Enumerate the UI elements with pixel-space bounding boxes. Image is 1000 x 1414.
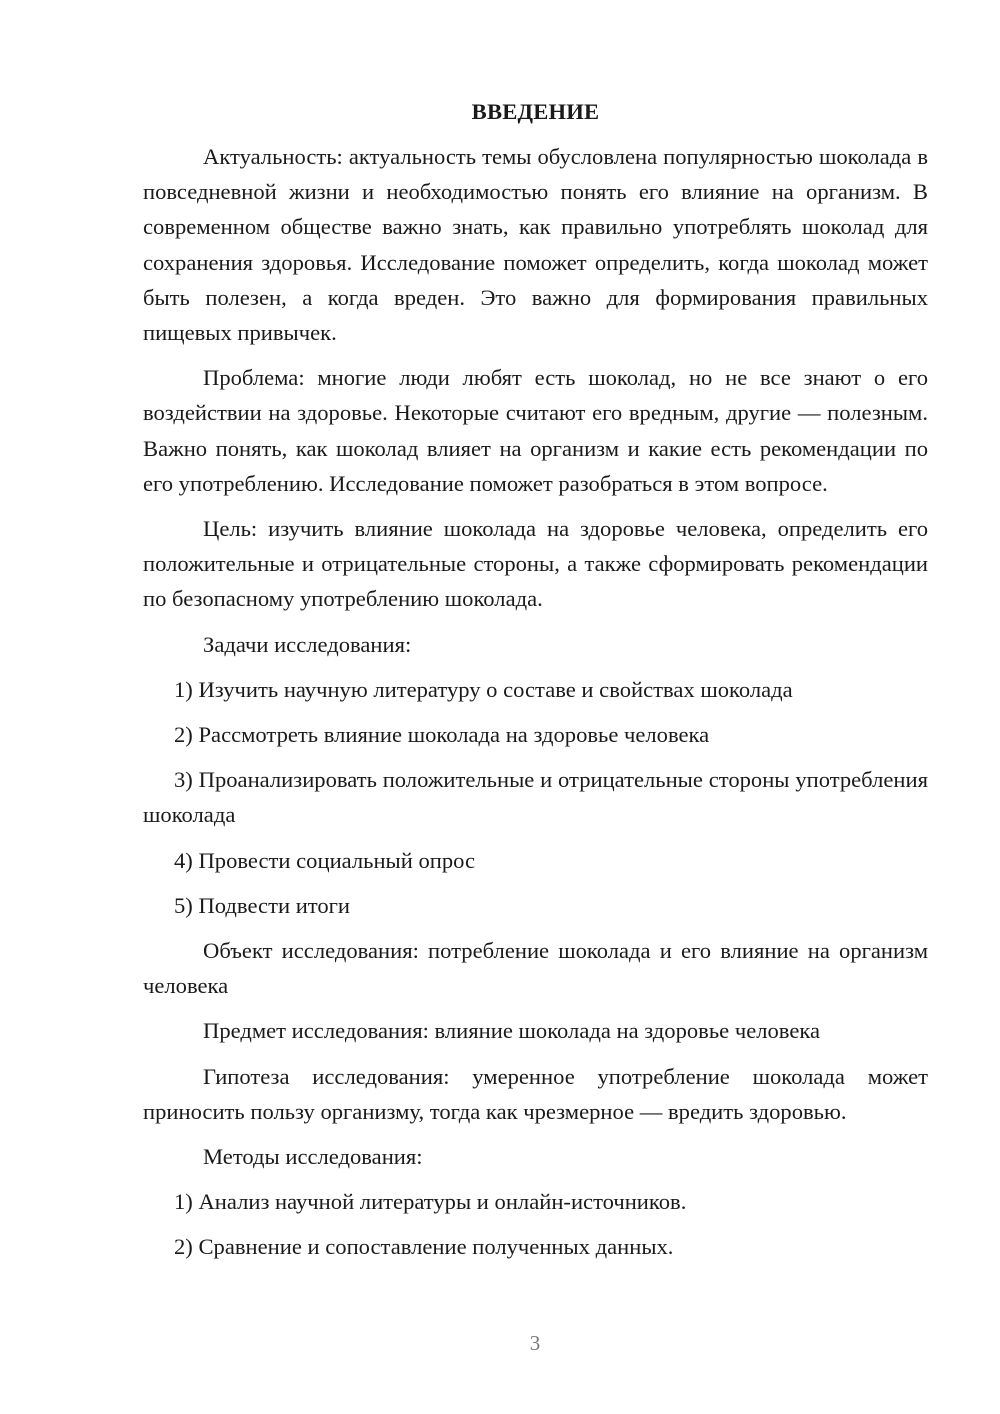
list-item: 2) Рассмотреть влияние шоколада на здоровье человека xyxy=(174,722,710,748)
object-paragraph: Объект исследования: потребление шоколада и его влияние на организм человека xyxy=(143,938,928,999)
goal-paragraph: Цель: изучить влияние шоколада на здоровье человека, определить его положительные и отрицательные стороны, а также сформировать рекомендации по безопасному употреблению шоколада. xyxy=(143,516,928,612)
methods-heading: Методы исследования: xyxy=(203,1144,423,1170)
problem-paragraph: Проблема: многие люди любят есть шоколад, но не все знают о его воздействии на здоровье. Некоторые считают его вредным, другие — полезным. Важно понять, как шоколад влияет на организм и какие есть рекомендации по его употреблению. Исследование поможет разобраться в этом вопросе. xyxy=(143,365,928,496)
list-item: 5) Подвести итоги xyxy=(174,892,351,918)
section-title: ВВЕДЕНИЕ xyxy=(471,99,600,124)
subject-paragraph: Предмет исследования: влияние шоколада на здоровье человека xyxy=(203,1018,821,1044)
tasks-heading: Задачи исследования: xyxy=(203,631,412,657)
page-number: 3 xyxy=(529,1331,541,1355)
list-item: 2) Сравнение и сопоставление полученных данных. xyxy=(174,1234,674,1260)
relevance-paragraph: Актуальность: актуальность темы обусловлена популярностью шоколада в повседневной жизни и необходимостью понять его влияние на организм. В современном обществе важно знать, как правильно употреблять шоколад для сохранения здоровья. Исследование поможет определить, когда шоколад может быть полезен, а когда вреден. Это важно для формирования правильных пищевых привычек. xyxy=(143,144,928,346)
list-item: 3) Проанализировать положительные и отрицательные стороны употребления шоколада xyxy=(143,767,928,828)
list-item: 1) Анализ научной литературы и онлайн-источников. xyxy=(174,1189,687,1215)
hypothesis-paragraph: Гипотеза исследования: умеренное употребление шоколада может приносить пользу организму, тогда как чрезмерное — вредить здоровью. xyxy=(143,1063,928,1124)
list-item: 1) Изучить научную литературу о составе и свойствах шоколада xyxy=(174,676,793,702)
tasks-list xyxy=(143,672,928,923)
list-item: 4) Провести социальный опрос xyxy=(174,847,476,873)
page-content xyxy=(143,94,928,1275)
methods-list xyxy=(143,1184,928,1264)
